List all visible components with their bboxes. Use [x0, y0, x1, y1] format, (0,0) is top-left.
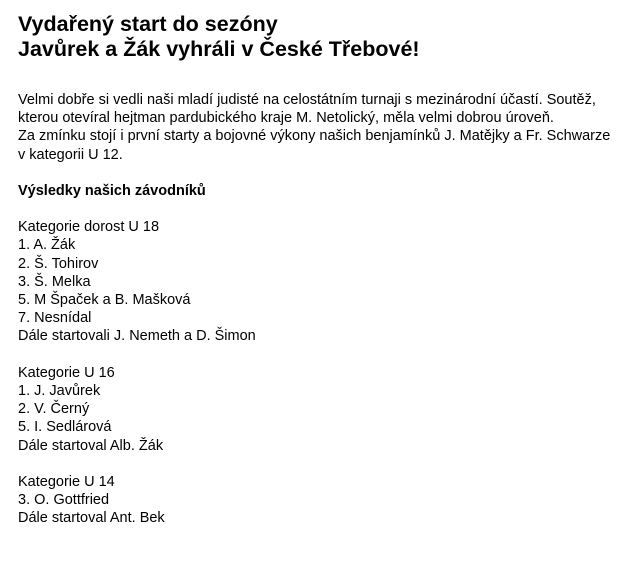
category-title: Kategorie U 14 — [18, 474, 115, 491]
result-line: 5. I. Sedlárová — [18, 419, 112, 436]
result-line: 2. V. Černý — [18, 401, 90, 418]
title-line-1: Vydařený start do sezóny — [18, 12, 278, 36]
result-line: 3. Š. Melka — [18, 273, 91, 290]
category-title: Kategorie U 16 — [18, 364, 115, 381]
intro-text — [18, 91, 618, 164]
category-title: Kategorie dorost U 18 — [18, 219, 160, 236]
category-u18 — [18, 218, 618, 345]
title-line-2: Javůrek a Žák vyhráli v České Třebové! — [18, 37, 420, 61]
result-line: 1. A. Žák — [18, 237, 76, 254]
intro-paragraph-1: Velmi dobře si vedli naši mladí judisté na celostátním turnaji s mezinárodní účastí. Soutěž, kterou otevíral hejtman pardubického kraje M. Netolický, měla velmi dobrou úroveň. — [18, 92, 596, 127]
result-line: Dále startovali J. Nemeth a D. Šimon — [18, 328, 256, 345]
result-line: Dále startoval Ant. Bek — [18, 510, 165, 527]
category-u16 — [18, 364, 618, 455]
article-title — [18, 12, 618, 62]
result-line: Dále startoval Alb. Žák — [18, 437, 164, 454]
article — [18, 12, 618, 528]
result-line: 3. O. Gottfried — [18, 492, 110, 509]
result-line: 5. M Špaček a B. Mašková — [18, 292, 191, 309]
result-line: 2. Š. Tohirov — [18, 255, 99, 272]
category-u14 — [18, 473, 618, 528]
intro-paragraph-2: Za zmínku stojí i první starty a bojovné výkony našich benjamínků J. Matějky a Fr. Schwarze v kategorii U 12. — [18, 128, 611, 163]
result-line: 1. J. Javůrek — [18, 383, 101, 400]
result-line: 7. Nesnídal — [18, 310, 92, 327]
results-heading: Výsledky našich závodníků — [18, 182, 206, 199]
